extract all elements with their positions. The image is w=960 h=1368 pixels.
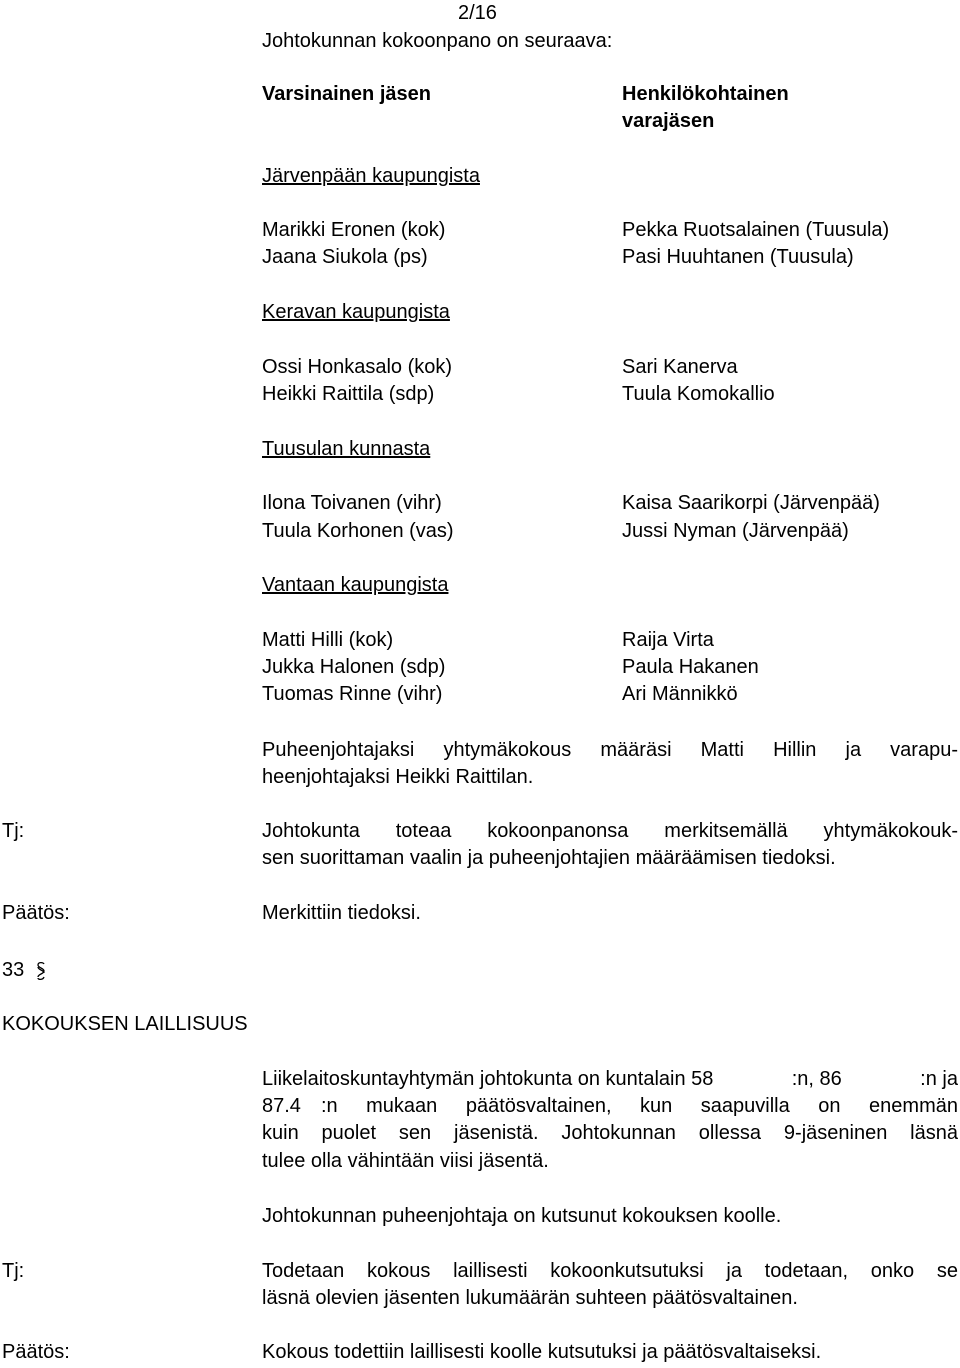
legality-text-part: :n mukaan päätösvaltainen, kun saapuvilla on enemmän <box>320 1095 958 1117</box>
group-title-tuusula: Tuusulan kunnasta <box>262 438 431 460</box>
section-sign-gap <box>874 1066 888 1093</box>
legality-text-line2 <box>262 1093 958 1120</box>
decision-label: Päätös: <box>2 1341 70 1363</box>
deputy-column-header-line2: varajäsen <box>622 110 715 132</box>
deputy-name: Kaisa Saarikorpi (Järvenpää) <box>622 492 880 514</box>
legality-text-part: Liikelaitoskuntayhtymän johtokunta on kuntalain 58 <box>262 1068 714 1090</box>
deputy-name: Paula Hakanen <box>622 656 759 678</box>
chair-text-line1: Puheenjohtajaksi yhtymäkokous määräsi Matti Hillin ja varapu- <box>262 739 958 761</box>
deputy-name: Raija Virta <box>622 629 714 651</box>
proposal-label: Tj: <box>2 820 25 842</box>
legality-text-line3: kuin puolet sen jäsenistä. Johtokunnan ollessa 9-jäseninen läsnä <box>262 1122 958 1144</box>
proposal-text-line1: Todetaan kokous laillisesti kokoonkutsutuksi ja todetaan, onko se <box>262 1260 958 1282</box>
deputy-name: Jussi Nyman (Järvenpää) <box>622 520 849 542</box>
member-name: Tuula Korhonen (vas) <box>262 520 454 542</box>
deputy-column-header-line1: Henkilökohtainen <box>622 83 789 105</box>
deputy-name: Pasi Huuhtanen (Tuusula) <box>622 246 854 268</box>
member-name: Ilona Toivanen (vihr) <box>262 492 442 514</box>
proposal-text-line1: Johtokunta toteaa kokoonpanonsa merkitsemällä yhtymäkokouk- <box>262 820 958 842</box>
deputy-name: Sari Kanerva <box>622 356 738 378</box>
chair-text-line2: heenjohtajaksi Heikki Raittilan. <box>262 766 534 788</box>
convened-text: Johtokunnan puheenjohtaja on kutsunut kokouksen koolle. <box>262 1205 782 1227</box>
section-sign-icon <box>35 961 47 981</box>
deputy-name: Ari Männikkö <box>622 683 738 705</box>
member-name: Ossi Honkasalo (kok) <box>262 356 453 378</box>
deputy-name: Pekka Ruotsalainen (Tuusula) <box>622 219 890 241</box>
legality-text-line4: tulee olla vähintään viisi jäsentä. <box>262 1150 549 1172</box>
group-title-jarvenpaa: Järvenpään kaupungista <box>262 165 480 187</box>
member-column-header: Varsinainen jäsen <box>262 83 431 105</box>
group-title-vantaa: Vantaan kaupungista <box>262 574 449 596</box>
section-title: KOKOUKSEN LAILLISUUS <box>2 1013 248 1035</box>
group-title-kerava: Keravan kaupungista <box>262 301 450 323</box>
decision-text: Kokous todettiin laillisesti koolle kutsutuksi ja päätösvaltaiseksi. <box>262 1341 822 1363</box>
decision-text: Merkittiin tiedoksi. <box>262 902 421 924</box>
legality-text-line1 <box>262 1066 958 1093</box>
member-name: Marikki Eronen (kok) <box>262 219 446 241</box>
member-name: Matti Hilli (kok) <box>262 629 394 651</box>
proposal-label: Tj: <box>2 1260 25 1282</box>
member-name: Jaana Siukola (ps) <box>262 246 428 268</box>
section-sign-gap <box>746 1066 760 1093</box>
legality-text-part: 87.4 <box>262 1095 301 1117</box>
proposal-text-line2: sen suorittaman vaalin ja puheenjohtajien määräämisen tiedoksi. <box>262 847 836 869</box>
deputy-name: Tuula Komokallio <box>622 383 775 405</box>
proposal-text-line2: läsnä olevien jäsenten lukumäärän suhteen päätösvaltainen. <box>262 1287 798 1309</box>
decision-label: Päätös: <box>2 902 70 924</box>
member-name: Tuomas Rinne (vihr) <box>262 683 443 705</box>
legality-text-part: :n ja <box>920 1068 958 1090</box>
page-number: 2/16 <box>458 2 497 24</box>
intro-text: Johtokunnan kokoonpano on seuraava: <box>262 30 613 52</box>
member-name: Heikki Raittila (sdp) <box>262 383 435 405</box>
member-name: Jukka Halonen (sdp) <box>262 656 446 678</box>
section-number-value: 33 <box>2 959 25 981</box>
legality-text-part: :n, 86 <box>791 1068 842 1090</box>
section-number <box>2 957 47 984</box>
